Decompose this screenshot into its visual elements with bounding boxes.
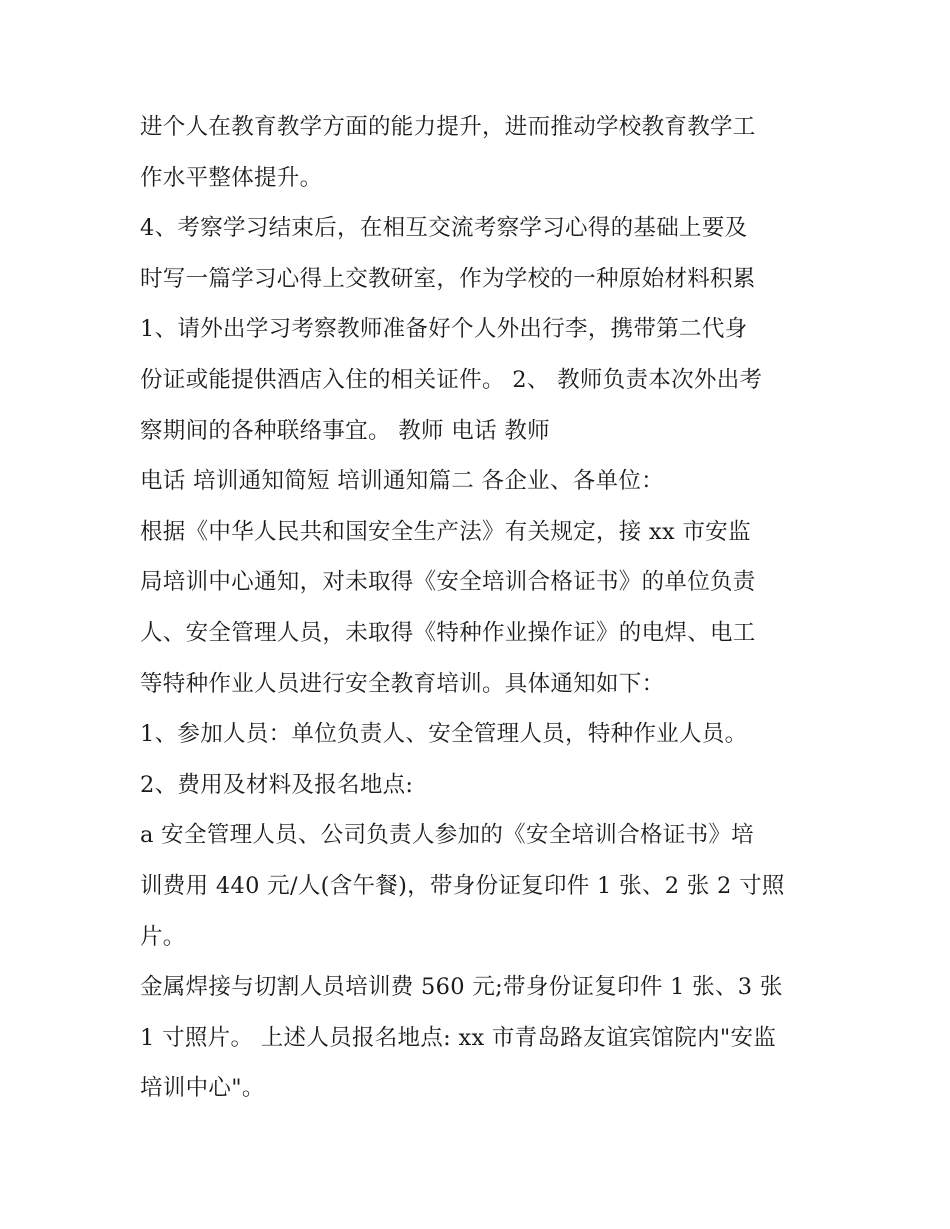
text-line: 电话 培训通知简短 培训通知篇二 各企业、各单位： [140,468,664,495]
text-line: 作水平整体提升。 [140,164,323,191]
text-line: 培训中心"。 [140,1075,265,1102]
text-line: 2、费用及材料及报名地点: [140,771,414,798]
text-line: 人、安全管理人员，未取得《特种作业操作证》的电焊、电工 [140,619,756,646]
document-body [140,102,820,1114]
text-line: 时写一篇学习心得上交教研室，作为学校的一种原始材料积累 [140,265,756,292]
text-line: 训费用 440 元/人(含午餐)，带身份证复印件 1 张、2 张 2 寸照 [140,872,785,899]
text-line: 片。 [140,923,186,950]
text-line: 金属焊接与切割人员培训费 560 元;带身份证复印件 1 张、3 张 [140,974,783,1001]
text-line: 局培训中心通知，对未取得《安全培训合格证书》的单位负责 [140,569,756,596]
text-line: 份证或能提供酒店入住的相关证件。 2、 教师负责本次外出考 [140,366,763,393]
text-line: 1、请外出学习考察教师准备好个人外出行李，携带第二代身 [140,316,748,343]
text-line: 根据《中华人民共和国安全生产法》有关规定，接 xx 市安监 [140,518,751,545]
text-line: a 安全管理人员、公司负责人参加的《安全培训合格证书》培 [140,822,754,849]
text-line: 1、参加人员：单位负责人、安全管理人员，特种作业人员。 [140,721,748,748]
text-line: 等特种作业人员进行安全教育培训。具体通知如下： [140,670,665,697]
text-line: 进个人在教育教学方面的能力提升，进而推动学校教育教学工 [140,114,756,140]
text-line: 察期间的各种联络事宜。 教师 电话 教师 [140,417,550,444]
text-line: 1 寸照片。 上述人员报名地点: xx 市青岛路友谊宾馆院内"安监 [140,1024,777,1051]
text-line: 4、考察学习结束后，在相互交流考察学习心得的基础上要及 [140,215,748,242]
